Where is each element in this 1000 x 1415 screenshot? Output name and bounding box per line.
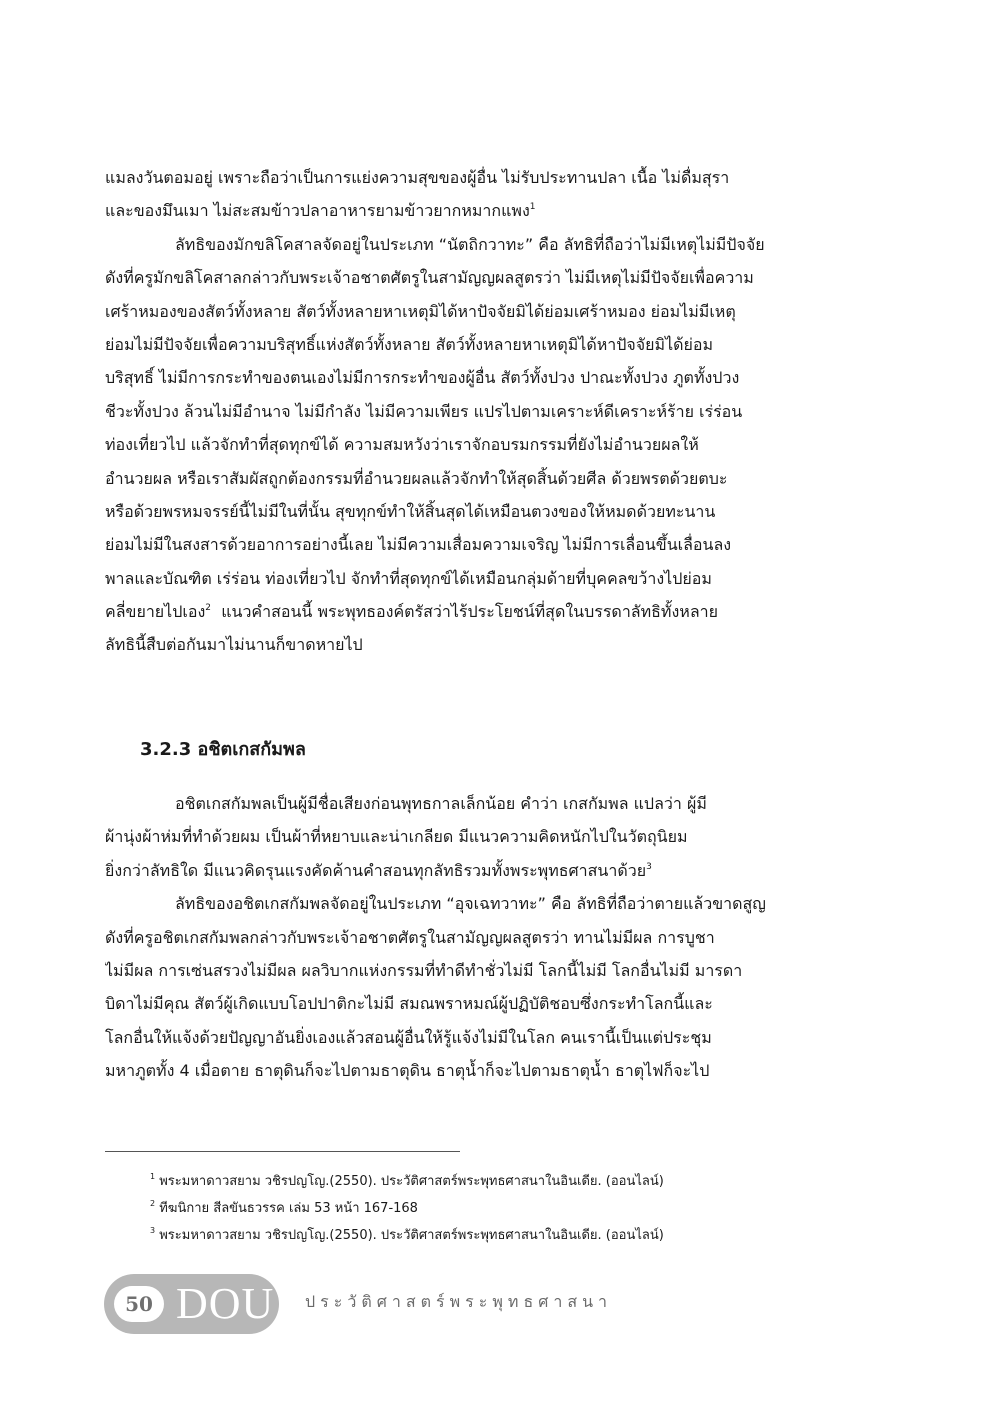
footnote-mark: 1 [150, 1172, 156, 1181]
body-text-section-1 [105, 161, 895, 662]
body-line: ย่อมไม่มีปัจจัยเพื่อความบริสุทธิ์แห่งสัตว์ทั้งหลาย สัตว์ทั้งหลายหาเหตุมิได้หาปัจจัยมิได้ย่อม [105, 334, 714, 354]
section-heading: 3.2.3 อชิตเกสกัมพล [140, 739, 306, 760]
body-line: มหาภูตทั้ง 4 เมื่อตาย ธาตุดินก็จะไปตามธาตุดิน ธาตุน้ำก็จะไปตามธาตุน้ำ ธาตุไฟก็จะไป [105, 1061, 710, 1081]
body-line: แมลงวันตอมอยู่ เพราะถือว่าเป็นการแย่งความสุขของผู้อื่น ไม่รับประทานปลา เนื้อ ไม่ดื่มสุรา [105, 168, 730, 187]
footnote-text: พระมหาดาวสยาม วชิรปญโญ.(2550). ประวัติศาสตร์พระพุทธศาสนาในอินเดีย. (ออนไลน์) [159, 1174, 664, 1189]
body-line: เศร้าหมองของสัตว์ทั้งหลาย สัตว์ทั้งหลายหาเหตุมิได้หาปัจจัยมิได้ย่อมเศร้าหมอง ย่อมไม่มีเหตุ [105, 301, 736, 321]
page-badge [104, 1274, 279, 1334]
dou-logo: DOU [176, 1279, 275, 1328]
paragraph-first-line: อชิตเกสกัมพลเป็นผู้มีชื่อเสียงก่อนพุทธกาลเล็กน้อย คำว่า เกสกัมพล แปลว่า ผู้มี [175, 794, 707, 813]
body-line: ดังที่ครูมักขลิโคสาลกล่าวกับพระเจ้าอชาตศัตรูในสามัญญผลสูตรว่า ไม่มีเหตุไม่มีปัจจัยเพื่อความ [105, 268, 754, 288]
body-line: ลัทธินี้สืบต่อกันมาไม่นานก็ขาดหายไป [105, 635, 363, 655]
body-line: ย่อมไม่มีในสงสารด้วยอาการอย่างนี้เลย ไม่มีความเสื่อมความเจริญ ไม่มีการเลื่อนขึ้นเลื่อนลง [105, 535, 732, 555]
footnote-item [150, 1195, 664, 1222]
body-line: ชีวะทั้งปวง ล้วนไม่มีอำนาจ ไม่มีกำลัง ไม่มีความเพียร แปรไปตามเคราะห์ดีเคราะห์ร้าย เร่ร่อน [105, 401, 743, 421]
footnote-ref: 2 [205, 603, 212, 614]
page-number: 50 [114, 1286, 164, 1322]
body-line: หรือด้วยพรหมจรรย์นี้ไม่มีในที่นั้น สุขทุกข์ทำให้สิ้นสุดได้เหมือนตวงของให้หมดด้วยทะนาน [105, 501, 716, 521]
body-line: ดังที่ครูอชิตเกสกัมพลกล่าวกับพระเจ้าอชาตศัตรูในสามัญญผลสูตรว่า ทานไม่มีผล การบูชา [105, 927, 715, 947]
footnote-divider [105, 1151, 460, 1152]
paragraph-first-line: ลัทธิของมักขลิโคสาลจัดอยู่ในประเภท “นัตถิกวาทะ” คือ ลัทธิที่ถือว่าไม่มีเหตุไม่มีปัจจัย [175, 234, 765, 254]
footnote-mark: 3 [150, 1226, 156, 1235]
paragraph-first-line: ลัทธิของอชิตเกสกัมพลจัดอยู่ในประเภท “อุจเฉทวาทะ” คือ ลัทธิที่ถือว่าตายแล้วขาดสูญ [175, 894, 766, 914]
footnote-text: ทีฆนิกาย สีลขันธวรรค เล่ม 53 หน้า 167-168 [159, 1201, 418, 1216]
body-line: และของมึนเมา ไม่สะสมข้าวปลาอาหารยามข้าวยากหมากแพง$^1$ [105, 201, 536, 221]
footnote-ref: 1 [529, 202, 536, 213]
body-line: คลี่ขยายไปเอง$^2$ แนวคำสอนนี้ พระพุทธองค์ตรัสว่าไร้ประโยชน์ที่สุดในบรรดาลัทธิทั้งหลาย [105, 602, 718, 622]
footnote-item [150, 1222, 664, 1249]
book-title: ประวัติศาสตร์พระพุทธศาสนา [305, 1292, 613, 1311]
body-line: ไม่มีผล การเซ่นสรวงไม่มีผล ผลวิบากแห่งกรรมที่ทำดีทำชั่วไม่มี โลกนี้ไม่มี โลกอื่นไม่มี มารดา [105, 960, 743, 980]
body-line: อำนวยผล หรือเราสัมผัสถูกต้องกรรมที่อำนวยผลแล้วจักทำให้สุดสิ้นด้วยศีล ด้วยพรตด้วยตบะ [105, 468, 728, 488]
body-line: ผ้านุ่งผ้าห่มที่ทำด้วยผม เป็นผ้าที่หยาบและน่าเกลียด มีแนวความคิดหนักไปในวัตถุนิยม [105, 827, 688, 847]
footnote-ref: 3 [646, 861, 652, 872]
body-line: ท่องเที่ยวไป แล้วจักทำที่สุดทุกข์ได้ ความสมหวังว่าเราจักอบรมกรรมที่ยังไม่อำนวยผลให้ [105, 435, 699, 455]
footnote-mark: 2 [150, 1199, 156, 1208]
body-line: โลกอื่นให้แจ้งด้วยปัญญาอันยิ่งเองแล้วสอนผู้อื่นให้รู้แจ้งไม่มีในโลก คนเรานี้เป็นแต่ประชุม [105, 1027, 712, 1047]
body-line: บริสุทธิ์ ไม่มีการกระทำของตนเองไม่มีการกระทำของผู้อื่น สัตว์ทั้งปวง ปาณะทั้งปวง ภูตทั้งปวง [105, 368, 740, 388]
footnotes [150, 1168, 664, 1249]
body-line: ยิ่งกว่าลัทธิใด มีแนวคิดรุนแรงคัดค้านคำสอนทุกลัทธิรวมทั้งพระพุทธศาสนาด้วย$^3$ [105, 860, 652, 880]
footnote-item [150, 1168, 664, 1195]
body-line: บิดาไม่มีคุณ สัตว์ผู้เกิดแบบโอปปาติกะไม่มี สมณพราหมณ์ผู้ปฏิบัติชอบซึ่งกระทำโลกนี้และ [105, 994, 713, 1014]
body-line: พาลและบัณฑิต เร่ร่อน ท่องเที่ยวไป จักทำที่สุดทุกข์ได้เหมือนกลุ่มด้ายที่บุคคลขว้างไปย่อม [105, 568, 712, 588]
footnote-text: พระมหาดาวสยาม วชิรปญโญ.(2550). ประวัติศาสตร์พระพุทธศาสนาในอินเดีย. (ออนไลน์) [159, 1228, 664, 1243]
body-text-section-2 [105, 787, 895, 1088]
